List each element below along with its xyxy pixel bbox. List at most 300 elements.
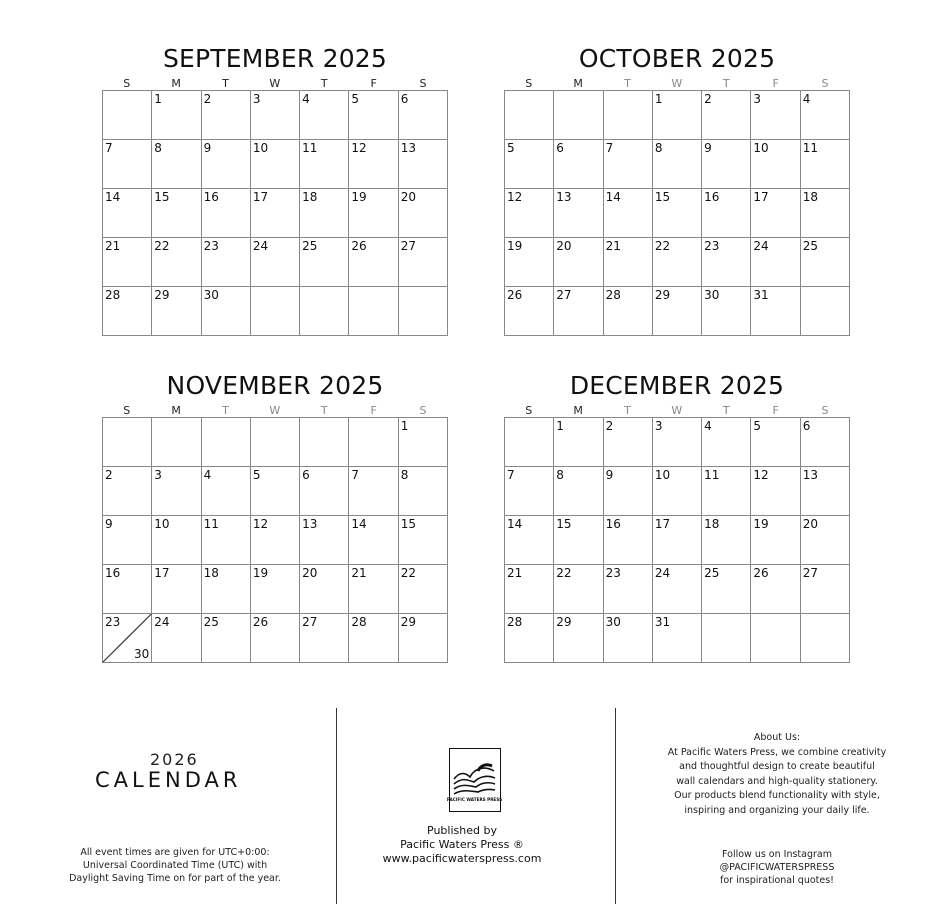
day-number: 10 bbox=[252, 141, 269, 155]
day-cell bbox=[251, 238, 300, 287]
day-cell bbox=[751, 91, 800, 140]
month-title: SEPTEMBER 2025 bbox=[162, 44, 388, 73]
day-cell bbox=[152, 565, 201, 614]
day-number: 29 bbox=[556, 615, 572, 629]
day-number: 12 bbox=[753, 468, 769, 482]
day-number: 17 bbox=[252, 190, 269, 204]
month-title: OCTOBER 2025 bbox=[578, 44, 776, 73]
day-cell bbox=[202, 467, 251, 516]
day-cell bbox=[349, 467, 398, 516]
divider-left bbox=[336, 708, 337, 904]
weekday-label: T bbox=[222, 77, 229, 90]
day-cell bbox=[702, 238, 751, 287]
day-number: 18 bbox=[302, 190, 318, 204]
day-cell bbox=[801, 565, 850, 614]
day-cell bbox=[653, 140, 702, 189]
about-line: wall calendars and high-quality stationery. bbox=[676, 775, 878, 787]
weekday-label: T bbox=[624, 404, 631, 417]
day-cell bbox=[300, 467, 349, 516]
day-cell bbox=[349, 565, 398, 614]
day-cell bbox=[103, 516, 152, 565]
day-cell bbox=[604, 238, 653, 287]
day-number: 21 bbox=[351, 566, 367, 580]
day-number: 11 bbox=[704, 468, 720, 482]
day-cell bbox=[751, 516, 800, 565]
day-number: 14 bbox=[507, 517, 523, 531]
day-cell bbox=[251, 516, 300, 565]
about-heading: About Us: bbox=[753, 732, 801, 743]
day-number: 11 bbox=[302, 141, 318, 155]
day-number: 5 bbox=[507, 141, 515, 155]
day-cell bbox=[103, 565, 152, 614]
day-cell bbox=[604, 189, 653, 238]
weekday-label: S bbox=[123, 77, 131, 90]
day-number: 22 bbox=[154, 239, 170, 253]
month-title: DECEMBER 2025 bbox=[569, 371, 785, 400]
day-cell bbox=[751, 565, 800, 614]
weekday-label: M bbox=[171, 77, 181, 90]
day-cell bbox=[801, 467, 850, 516]
day-cell bbox=[399, 140, 448, 189]
day-cell bbox=[801, 614, 850, 663]
day-number: 30 bbox=[605, 615, 621, 629]
day-number: 2 bbox=[105, 468, 113, 482]
weekday-label: M bbox=[171, 404, 181, 417]
day-cell bbox=[103, 467, 152, 516]
day-cell bbox=[300, 565, 349, 614]
day-cell bbox=[152, 516, 201, 565]
weekday-label: F bbox=[772, 404, 779, 417]
day-cell bbox=[702, 418, 751, 467]
day-number: 28 bbox=[605, 288, 621, 302]
day-cell bbox=[702, 614, 751, 663]
day-cell bbox=[251, 467, 300, 516]
weekday-label: F bbox=[772, 77, 779, 90]
day-number: 20 bbox=[802, 517, 818, 531]
day-number: 8 bbox=[400, 468, 409, 482]
day-grid bbox=[102, 417, 448, 663]
day-cell bbox=[801, 287, 850, 336]
day-number: 9 bbox=[605, 468, 614, 482]
weekday-label: W bbox=[269, 77, 281, 90]
day-number: 12 bbox=[252, 517, 269, 531]
day-number: 20 bbox=[400, 190, 416, 204]
weekday-label: M bbox=[573, 404, 583, 417]
weekday-header bbox=[102, 405, 448, 417]
weekday-header bbox=[504, 405, 850, 417]
day-cell bbox=[300, 238, 349, 287]
publisher-name: Pacific Waters Press ® bbox=[400, 838, 524, 851]
weekday-header bbox=[102, 78, 448, 90]
day-cell bbox=[300, 140, 349, 189]
day-cell bbox=[300, 287, 349, 336]
day-cell bbox=[349, 238, 398, 287]
day-number: 24 bbox=[753, 239, 769, 253]
day-number: 14 bbox=[105, 190, 121, 204]
day-number: 23 bbox=[704, 239, 720, 253]
day-cell bbox=[505, 467, 554, 516]
day-cell bbox=[399, 614, 448, 663]
day-number: 27 bbox=[802, 566, 818, 580]
day-cell bbox=[202, 140, 251, 189]
day-cell bbox=[505, 565, 554, 614]
day-cell bbox=[103, 189, 152, 238]
day-number: 5 bbox=[753, 419, 762, 433]
day-number: 15 bbox=[654, 190, 671, 204]
day-number: 4 bbox=[802, 92, 811, 106]
day-number: 1 bbox=[556, 419, 564, 433]
day-number: 7 bbox=[605, 141, 614, 155]
day-number: 18 bbox=[704, 517, 720, 531]
about-line: Our products blend functionality with style, bbox=[674, 790, 880, 802]
day-number: 6 bbox=[302, 468, 310, 482]
day-cell bbox=[751, 238, 800, 287]
day-cell bbox=[202, 565, 251, 614]
day-cell bbox=[152, 287, 201, 336]
month-november bbox=[102, 371, 448, 663]
timezone-note bbox=[60, 846, 290, 885]
day-cell bbox=[554, 614, 603, 663]
day-number: 19 bbox=[507, 239, 523, 253]
about-section bbox=[652, 731, 902, 819]
day-cell bbox=[751, 467, 800, 516]
publisher-info bbox=[370, 824, 554, 866]
day-cell bbox=[152, 238, 201, 287]
about-line: At Pacific Waters Press, we combine creativity bbox=[667, 746, 887, 758]
day-cell bbox=[554, 91, 603, 140]
day-number: 2 bbox=[605, 419, 614, 433]
day-cell bbox=[399, 467, 448, 516]
day-cell bbox=[300, 91, 349, 140]
day-grid bbox=[504, 90, 850, 336]
day-cell bbox=[751, 287, 800, 336]
day-cell bbox=[505, 140, 554, 189]
day-cell bbox=[702, 467, 751, 516]
day-cell bbox=[202, 614, 251, 663]
instagram-follow bbox=[662, 848, 892, 887]
day-number: 17 bbox=[753, 190, 769, 204]
logo-text: PACIFIC WATERS PRESS bbox=[446, 797, 503, 802]
day-number: 1 bbox=[154, 92, 162, 106]
day-cell bbox=[349, 189, 398, 238]
cover-title: CALENDAR bbox=[95, 768, 242, 792]
day-cell bbox=[801, 418, 850, 467]
day-cell bbox=[399, 91, 448, 140]
weekday-label: S bbox=[123, 404, 131, 417]
day-cell bbox=[300, 418, 349, 467]
day-cell bbox=[554, 565, 603, 614]
day-cell bbox=[505, 516, 554, 565]
day-number: 19 bbox=[753, 517, 769, 531]
day-cell bbox=[653, 238, 702, 287]
day-cell bbox=[751, 418, 800, 467]
weekday-label: T bbox=[722, 404, 730, 417]
day-cell bbox=[801, 516, 850, 565]
day-number: 4 bbox=[302, 92, 310, 106]
weekday-label: W bbox=[671, 404, 683, 417]
day-cell bbox=[349, 516, 398, 565]
day-cell bbox=[152, 418, 201, 467]
day-number: 21 bbox=[507, 566, 523, 580]
day-cell bbox=[300, 614, 349, 663]
day-cell bbox=[251, 91, 300, 140]
day-cell bbox=[801, 91, 850, 140]
day-number: 22 bbox=[556, 566, 572, 580]
day-number: 2 bbox=[704, 92, 712, 106]
publisher-url: www.pacificwaterspress.com bbox=[382, 852, 542, 865]
weekday-label: T bbox=[320, 404, 328, 417]
day-number: 24 bbox=[654, 566, 671, 580]
weekday-label: T bbox=[722, 77, 730, 90]
day-cell bbox=[349, 614, 398, 663]
day-number: 23 bbox=[605, 566, 621, 580]
day-number: 26 bbox=[753, 566, 769, 580]
day-cell bbox=[399, 516, 448, 565]
day-number: 22 bbox=[654, 239, 671, 253]
day-number: 7 bbox=[105, 141, 113, 155]
day-number: 16 bbox=[605, 517, 621, 531]
day-number: 15 bbox=[400, 517, 416, 531]
day-cell bbox=[152, 614, 201, 663]
day-cell bbox=[399, 565, 448, 614]
day-cell bbox=[103, 614, 152, 663]
instagram-handle: @PACIFICWATERSPRESS bbox=[719, 862, 835, 873]
day-cell bbox=[399, 189, 448, 238]
day-number: 23 bbox=[203, 239, 219, 253]
day-number: 9 bbox=[203, 141, 212, 155]
day-number: 20 bbox=[302, 566, 318, 580]
day-cell bbox=[251, 614, 300, 663]
day-cell bbox=[103, 287, 152, 336]
day-number: 18 bbox=[203, 566, 219, 580]
day-number: 29 bbox=[154, 288, 170, 302]
day-cell bbox=[103, 238, 152, 287]
weekday-label: S bbox=[821, 404, 829, 417]
day-number: 15 bbox=[154, 190, 170, 204]
weekday-label: M bbox=[573, 77, 583, 90]
day-cell bbox=[653, 287, 702, 336]
day-number: 14 bbox=[351, 517, 367, 531]
weekday-label: W bbox=[671, 77, 683, 90]
day-number: 26 bbox=[252, 615, 269, 629]
day-cell bbox=[554, 418, 603, 467]
day-number: 6 bbox=[400, 92, 409, 106]
day-cell bbox=[202, 287, 251, 336]
day-number: 24 bbox=[252, 239, 269, 253]
day-number: 16 bbox=[704, 190, 720, 204]
about-line: and thoughtful design to create beautiful bbox=[679, 761, 875, 773]
day-number: 8 bbox=[154, 141, 162, 155]
day-cell bbox=[152, 91, 201, 140]
day-cell bbox=[152, 140, 201, 189]
day-number: 13 bbox=[556, 190, 572, 204]
day-cell bbox=[702, 189, 751, 238]
day-grid bbox=[504, 417, 850, 663]
day-number: 24 bbox=[154, 615, 170, 629]
day-number: 25 bbox=[203, 615, 219, 629]
day-number: 13 bbox=[400, 141, 416, 155]
day-cell bbox=[751, 140, 800, 189]
day-cell bbox=[300, 189, 349, 238]
day-number: 29 bbox=[654, 288, 671, 302]
day-number: 6 bbox=[556, 141, 564, 155]
day-cell bbox=[604, 287, 653, 336]
day-cell bbox=[251, 140, 300, 189]
wave-logo-icon bbox=[446, 749, 503, 810]
day-number: 30 bbox=[134, 647, 150, 661]
month-october bbox=[504, 44, 850, 336]
day-cell bbox=[604, 91, 653, 140]
day-cell bbox=[702, 516, 751, 565]
day-number: 12 bbox=[507, 190, 523, 204]
day-number: 5 bbox=[252, 468, 261, 482]
day-number: 3 bbox=[154, 468, 162, 482]
day-cell bbox=[702, 91, 751, 140]
follow-line: for inspirational quotes! bbox=[720, 875, 834, 886]
day-number: 16 bbox=[203, 190, 219, 204]
timezone-line: Daylight Saving Time on for part of the year. bbox=[69, 873, 281, 884]
day-number: 28 bbox=[351, 615, 367, 629]
day-number: 29 bbox=[400, 615, 416, 629]
day-cell bbox=[349, 287, 398, 336]
weekday-header bbox=[504, 78, 850, 90]
day-cell bbox=[801, 140, 850, 189]
weekday-label: S bbox=[821, 77, 829, 90]
day-number: 16 bbox=[105, 566, 121, 580]
weekday-label: T bbox=[624, 77, 631, 90]
divider-right bbox=[615, 708, 616, 904]
day-cell bbox=[653, 467, 702, 516]
day-cell bbox=[251, 189, 300, 238]
day-number: 7 bbox=[507, 468, 515, 482]
weekday-label: S bbox=[525, 404, 533, 417]
day-number: 27 bbox=[302, 615, 318, 629]
day-cell bbox=[604, 614, 653, 663]
weekday-label: F bbox=[370, 77, 377, 90]
weekday-label: S bbox=[419, 77, 427, 90]
day-cell bbox=[251, 287, 300, 336]
day-number: 23 bbox=[105, 615, 121, 629]
day-number: 18 bbox=[802, 190, 818, 204]
day-number: 11 bbox=[203, 517, 219, 531]
day-cell bbox=[801, 238, 850, 287]
weekday-label: T bbox=[222, 404, 229, 417]
day-number: 3 bbox=[753, 92, 762, 106]
day-cell bbox=[554, 516, 603, 565]
day-number: 25 bbox=[302, 239, 318, 253]
day-cell bbox=[604, 140, 653, 189]
day-cell bbox=[653, 189, 702, 238]
day-number: 26 bbox=[507, 288, 523, 302]
day-cell bbox=[505, 614, 554, 663]
day-cell bbox=[300, 516, 349, 565]
weekday-label: S bbox=[419, 404, 427, 417]
day-cell bbox=[702, 565, 751, 614]
day-number: 4 bbox=[704, 419, 712, 433]
publisher-logo bbox=[446, 748, 503, 812]
follow-line: Follow us on Instagram bbox=[722, 849, 832, 860]
day-number: 21 bbox=[605, 239, 621, 253]
day-cell bbox=[751, 189, 800, 238]
day-cell bbox=[653, 565, 702, 614]
day-number: 4 bbox=[203, 468, 212, 482]
day-cell bbox=[399, 238, 448, 287]
day-cell bbox=[604, 467, 653, 516]
day-cell bbox=[349, 418, 398, 467]
day-cell bbox=[399, 287, 448, 336]
day-cell bbox=[202, 91, 251, 140]
day-number: 12 bbox=[351, 141, 367, 155]
day-cell bbox=[554, 238, 603, 287]
day-cell bbox=[202, 189, 251, 238]
day-number: 6 bbox=[802, 419, 811, 433]
day-number: 15 bbox=[556, 517, 572, 531]
timezone-line: All event times are given for UTC+0:00: bbox=[80, 847, 270, 858]
day-number: 2 bbox=[203, 92, 212, 106]
day-cell bbox=[653, 516, 702, 565]
day-number: 26 bbox=[351, 239, 367, 253]
day-cell bbox=[202, 238, 251, 287]
day-cell bbox=[653, 418, 702, 467]
day-number: 10 bbox=[753, 141, 769, 155]
day-cell bbox=[103, 91, 152, 140]
day-cell bbox=[653, 614, 702, 663]
day-cell bbox=[202, 418, 251, 467]
month-december bbox=[504, 371, 850, 663]
day-cell bbox=[702, 287, 751, 336]
day-number: 9 bbox=[105, 517, 113, 531]
day-number: 13 bbox=[302, 517, 318, 531]
day-number: 17 bbox=[654, 517, 671, 531]
weekday-label: T bbox=[320, 77, 328, 90]
day-cell bbox=[554, 287, 603, 336]
day-number: 30 bbox=[203, 288, 219, 302]
day-number: 30 bbox=[704, 288, 720, 302]
day-cell bbox=[399, 418, 448, 467]
day-number: 21 bbox=[105, 239, 121, 253]
day-number: 11 bbox=[802, 141, 818, 155]
day-cell bbox=[554, 467, 603, 516]
day-cell bbox=[505, 91, 554, 140]
day-cell bbox=[702, 140, 751, 189]
day-number: 31 bbox=[654, 615, 671, 629]
day-cell bbox=[801, 189, 850, 238]
day-number: 25 bbox=[704, 566, 720, 580]
day-number: 28 bbox=[507, 615, 523, 629]
month-title: NOVEMBER 2025 bbox=[166, 371, 384, 400]
day-cell bbox=[505, 189, 554, 238]
day-cell bbox=[751, 614, 800, 663]
day-number: 14 bbox=[605, 190, 621, 204]
day-cell bbox=[604, 418, 653, 467]
day-number: 17 bbox=[154, 566, 170, 580]
day-grid bbox=[102, 90, 448, 336]
day-number: 7 bbox=[351, 468, 360, 482]
day-cell bbox=[152, 189, 201, 238]
day-number: 3 bbox=[654, 419, 663, 433]
day-number: 22 bbox=[400, 566, 416, 580]
day-cell bbox=[349, 140, 398, 189]
day-number: 25 bbox=[802, 239, 818, 253]
day-cell bbox=[103, 140, 152, 189]
month-september bbox=[102, 44, 448, 336]
day-number: 28 bbox=[105, 288, 121, 302]
day-number: 1 bbox=[654, 92, 663, 106]
day-number: 27 bbox=[556, 288, 572, 302]
day-number: 5 bbox=[351, 92, 360, 106]
published-by: Published by bbox=[427, 824, 497, 837]
weekday-label: W bbox=[269, 404, 281, 417]
